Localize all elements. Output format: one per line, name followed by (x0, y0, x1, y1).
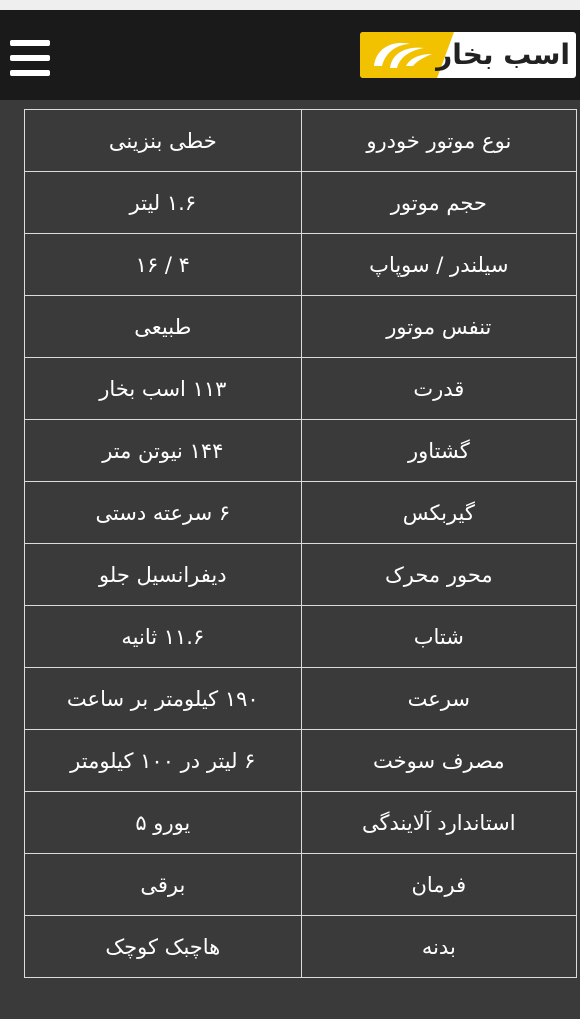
spec-label: نوع موتور خودرو (301, 110, 576, 172)
spec-value: ۴ / ۱۶ (25, 234, 302, 296)
spec-value: ۶ سرعته دستی (25, 482, 302, 544)
spec-value: خطی بنزینی (25, 110, 302, 172)
spec-value: ۱.۶ لیتر (25, 172, 302, 234)
spec-value: ۶ لیتر در ۱۰۰ کیلومتر (25, 730, 302, 792)
spec-value: ۱۴۴ نیوتن متر (25, 420, 302, 482)
spec-label: بدنه (301, 916, 576, 978)
spec-value: دیفرانسیل جلو (25, 544, 302, 606)
spec-value: ۱۹۰ کیلومتر بر ساعت (25, 668, 302, 730)
spec-label: فرمان (301, 854, 576, 916)
spec-label: شتاب (301, 606, 576, 668)
spec-label: حجم موتور (301, 172, 576, 234)
spec-value: طبیعی (25, 296, 302, 358)
spec-value: برقی (25, 854, 302, 916)
spec-row (25, 420, 577, 482)
spec-label: استاندارد آلایندگی (301, 792, 576, 854)
spec-row (25, 296, 577, 358)
spec-row (25, 544, 577, 606)
spec-label: مصرف سوخت (301, 730, 576, 792)
menu-line (10, 55, 50, 61)
hamburger-menu-icon[interactable] (10, 38, 50, 78)
spec-label: سیلندر / سوپاپ (301, 234, 576, 296)
spec-row (25, 110, 577, 172)
menu-line (10, 40, 50, 46)
spec-value: یورو ۵ (25, 792, 302, 854)
spec-label: گیربکس (301, 482, 576, 544)
site-logo[interactable] (360, 32, 576, 78)
spec-row (25, 482, 577, 544)
spec-value: ۱۱۳ اسب بخار (25, 358, 302, 420)
logo-mark-icon (366, 36, 440, 74)
menu-line (10, 70, 50, 76)
spec-row (25, 358, 577, 420)
top-bar (0, 0, 580, 100)
spec-value: هاچبک کوچک (25, 916, 302, 978)
spec-row (25, 172, 577, 234)
spec-row (25, 854, 577, 916)
spec-label: گشتاور (301, 420, 576, 482)
spec-label: محور محرک (301, 544, 576, 606)
spec-row (25, 606, 577, 668)
spec-row (25, 668, 577, 730)
spec-value: ۱۱.۶ ثانیه (25, 606, 302, 668)
spec-row (25, 792, 577, 854)
spec-row (25, 730, 577, 792)
spec-label: تنفس موتور (301, 296, 576, 358)
logo-text: اسب بخار (436, 38, 570, 71)
spec-label: قدرت (301, 358, 576, 420)
specifications-table (24, 109, 577, 978)
spec-row (25, 916, 577, 978)
spec-row (25, 234, 577, 296)
spec-label: سرعت (301, 668, 576, 730)
